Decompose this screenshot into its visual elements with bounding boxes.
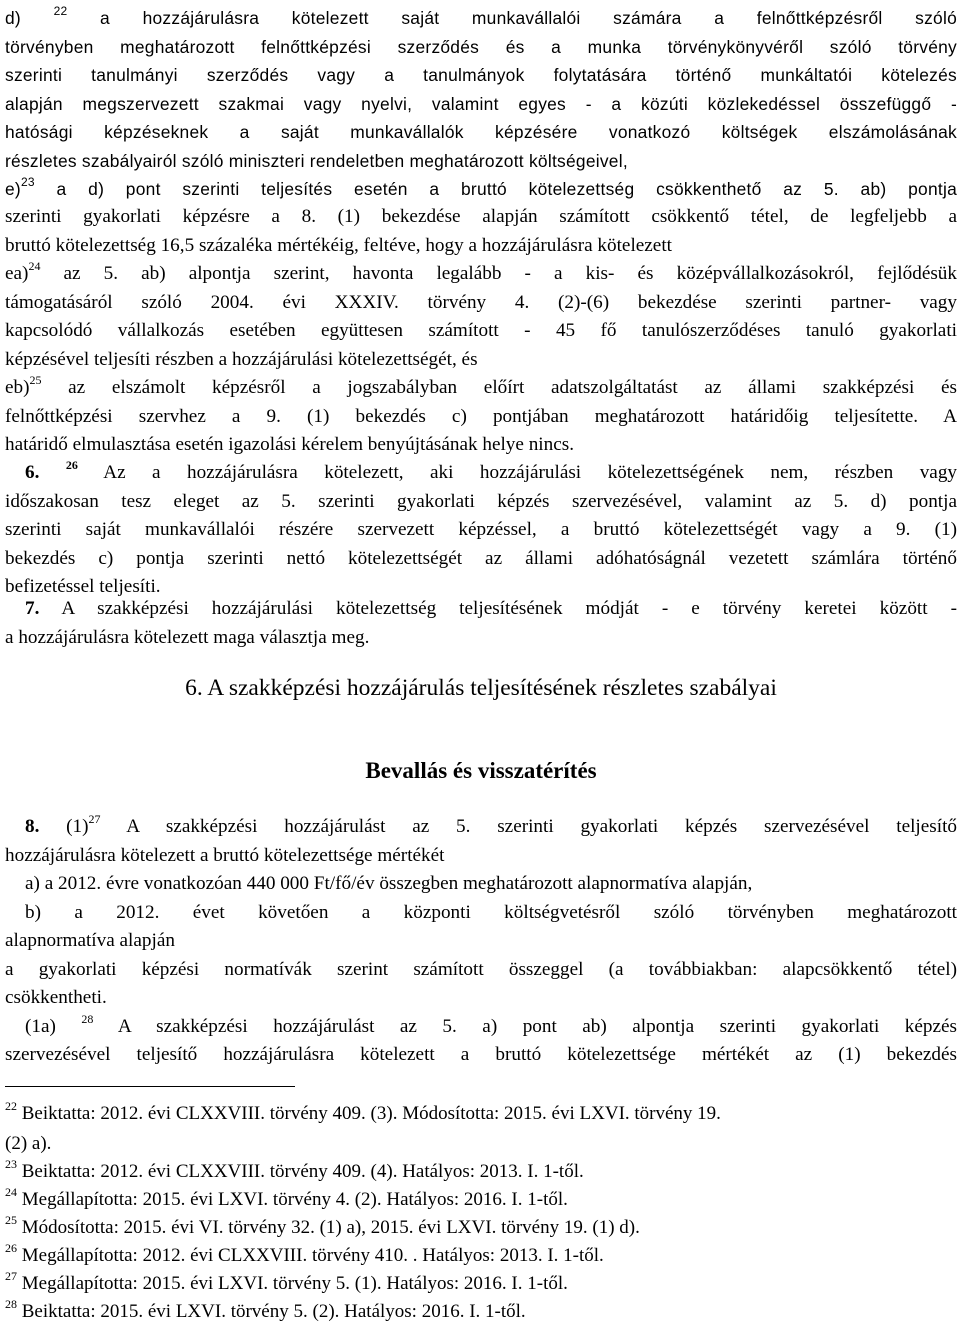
- footnote-25: $^{25}$ Módosította: 2015. évi VI. törvény 32. (1) a), 2015. évi LXVI. törvény 19. (1) d).: [5, 1213, 640, 1238]
- section-7: [5, 595, 957, 652]
- text-line: bekezdés c) pontja szerinti nettó kötelezettségét az állami adóhatóságnál vezetett számlára történő: [5, 547, 957, 569]
- footnote-ref[interactable]: 24: [28, 259, 41, 273]
- text-line: részletes szabályairól szóló miniszteri rendeletben meghatározott költségeivel,: [5, 150, 628, 171]
- text-line: kapcsolódó vállalkozás esetében együttesen számított - 45 fő tanulószerződéses tanuló gyakorlati: [5, 320, 957, 341]
- paragraph-d-e: [5, 4, 957, 204]
- text-line: e)$^{23}$ a d) pont szerinti teljesítés esetén a bruttó kötelezettség csökkenthető az 5. ab) pontja: [5, 175, 957, 199]
- text-line: 7. A szakképzési hozzájárulási kötelezettség teljesítésének módját - e törvény keretei között -: [25, 598, 957, 619]
- text-line: szerinti tanulmányi szerződés vagy a tanulmányok folytatására történő munkáltatói kötelezés: [5, 65, 957, 85]
- footnote-23: $^{23}$ Beiktatta: 2012. évi CLXXVIII. törvény 409. (4). Hatályos: 2013. I. 1-től.: [5, 1157, 584, 1182]
- footnote-divider: [5, 1086, 295, 1087]
- text-line: a gyakorlati képzési normatívák szerint számított összeggel (a továbbiakban: alapcsökkentő tétel): [5, 958, 957, 980]
- section-number: 6.: [25, 462, 40, 483]
- text-line: a hozzájárulásra kötelezett maga választja meg.: [5, 626, 370, 648]
- section-number: 7.: [25, 598, 40, 619]
- footnote-ref[interactable]: 28: [81, 1011, 94, 1026]
- text-line: alapján megszervezett szakmai vagy nyelvi, valamint egyes - a közúti közlekedéssel összefüggő -: [5, 93, 957, 114]
- text-line: felnőttképzési szervhez a 9. (1) bekezdés c) pontjában meghatározott határidőig teljesítette. A: [5, 405, 957, 427]
- text-line: bruttó kötelezettség 16,5 százaléka mértékéig, feltéve, hogy a hozzájárulásra kötelezett: [5, 234, 672, 256]
- footnote-ref[interactable]: 26: [65, 458, 78, 472]
- footnote-27: $^{27}$ Megállapította: 2015. évi LXVI. törvény 5. (1). Hatályos: 2016. I. 1-től.: [5, 1269, 568, 1294]
- chapter-title: 6. A szakképzési hozzájárulás teljesítésének részletes szabályai: [185, 675, 777, 701]
- footnote-24: $^{24}$ Megállapította: 2015. évi LXVI. törvény 4. (2). Hatályos: 2016. I. 1-től.: [5, 1185, 568, 1210]
- footnote-28: $^{28}$ Beiktatta: 2015. évi LXVI. törvény 5. (2). Hatályos: 2016. I. 1-től.: [5, 1297, 526, 1322]
- text-line: befizetéssel teljesíti.: [5, 576, 161, 597]
- text-line: 6. $^{26}$ Az a hozzájárulásra kötelezett, aki hozzájárulási kötelezettségének nem, részben vagy: [25, 458, 958, 483]
- text-line: d) $^{22}$ a hozzájárulásra kötelezett saját munkavállalói számára a felnőttképzésről szóló: [5, 4, 958, 28]
- text-line: szervezésével teljesítő hozzájárulásra kötelezett a bruttó kötelezettsége mértékét az (1) bekezdés: [5, 1044, 957, 1065]
- text-line: 8. $(1)^{27}$ A szakképzési hozzájárulást az 5. szerinti gyakorlati képzés szervezésével teljesítő: [25, 812, 957, 837]
- text-line: csökkentheti.: [5, 987, 107, 1008]
- text-line: alapnormatíva alapján: [5, 930, 175, 951]
- section-number: 8.: [25, 816, 40, 837]
- footnote-ref[interactable]: 23: [20, 175, 35, 189]
- text-line: b) a 2012. évet követően a központi költségvetésről szóló törvényben meghatározott: [25, 901, 957, 923]
- text-line: törvényben meghatározott felnőttképzési szerződés és a munka törvénykönyvéről szóló törvény: [5, 36, 957, 57]
- text-line: támogatásáról szóló 2004. évi XXXIV. törvény 4. (2)-(6) bekezdése szerinti partner- vagy: [5, 291, 957, 313]
- text-line: eb)$^{25}$ az elszámolt képzésről a jogszabályban előírt adatszolgáltatást az állami szakképzési és: [5, 373, 957, 398]
- section-6: [5, 459, 957, 602]
- text-line: ea)$^{24}$ az 5. ab) alpontja szerint, havonta legalább - a kis- és középvállalkozásokról, fejlődésük: [5, 259, 957, 284]
- text-line: (1a) $^{28}$ A szakképzési hozzájárulást az 5. a) pont ab) alpontja szerinti gyakorlati képzés: [25, 1011, 958, 1037]
- footnote-ref[interactable]: 27: [88, 812, 101, 826]
- text-line: időszakosan tesz eleget az 5. szerinti gyakorlati képzés szervezésével, valamint az 5. d) pontja: [5, 490, 957, 512]
- footnote-22-cont: (2) a).: [5, 1133, 52, 1154]
- text-line: határidő elmulasztása esetén igazolási kérelem benyújtásának helye nincs.: [5, 434, 575, 455]
- section-title: Bevallás és visszatérítés: [365, 758, 597, 783]
- paragraph-e-cont: [5, 203, 957, 460]
- footnote-ref[interactable]: 22: [53, 4, 68, 18]
- text-line: képzésével teljesíti részben a hozzájárulási kötelezettségét, és: [5, 348, 478, 370]
- footnote-22: $^{22}$ Beiktatta: 2012. évi CLXXVIII. törvény 409. (3). Módosította: 2015. évi LXVI. törvény 19.: [5, 1099, 721, 1124]
- text-line: hozzájárulásra kötelezett a bruttó kötelezettsége mértékét: [5, 844, 445, 866]
- text-line: szerinti saját munkavállalói részére szervezett képzéssel, a bruttó kötelezettségét vagy a 9. (1): [5, 519, 957, 540]
- text-line: szerinti gyakorlati képzésre a 8. (1) bekezdése alapján számított csökkentő tétel, de legfeljebb a: [5, 206, 957, 227]
- footnote-26: $^{26}$ Megállapította: 2012. évi CLXXVIII. törvény 410. . Hatályos: 2013. I. 1-től.: [5, 1241, 604, 1266]
- footnote-ref[interactable]: 25: [29, 373, 42, 387]
- section-8: [5, 813, 957, 1070]
- text-line: hatósági képzéseknek a saját munkavállalók képzésére vonatkozó költségek elszámolásának: [5, 122, 957, 142]
- text-line: a) a 2012. évre vonatkozóan 440 000 Ft/fő/év összegben meghatározott alapnormatíva alapján,: [25, 873, 753, 894]
